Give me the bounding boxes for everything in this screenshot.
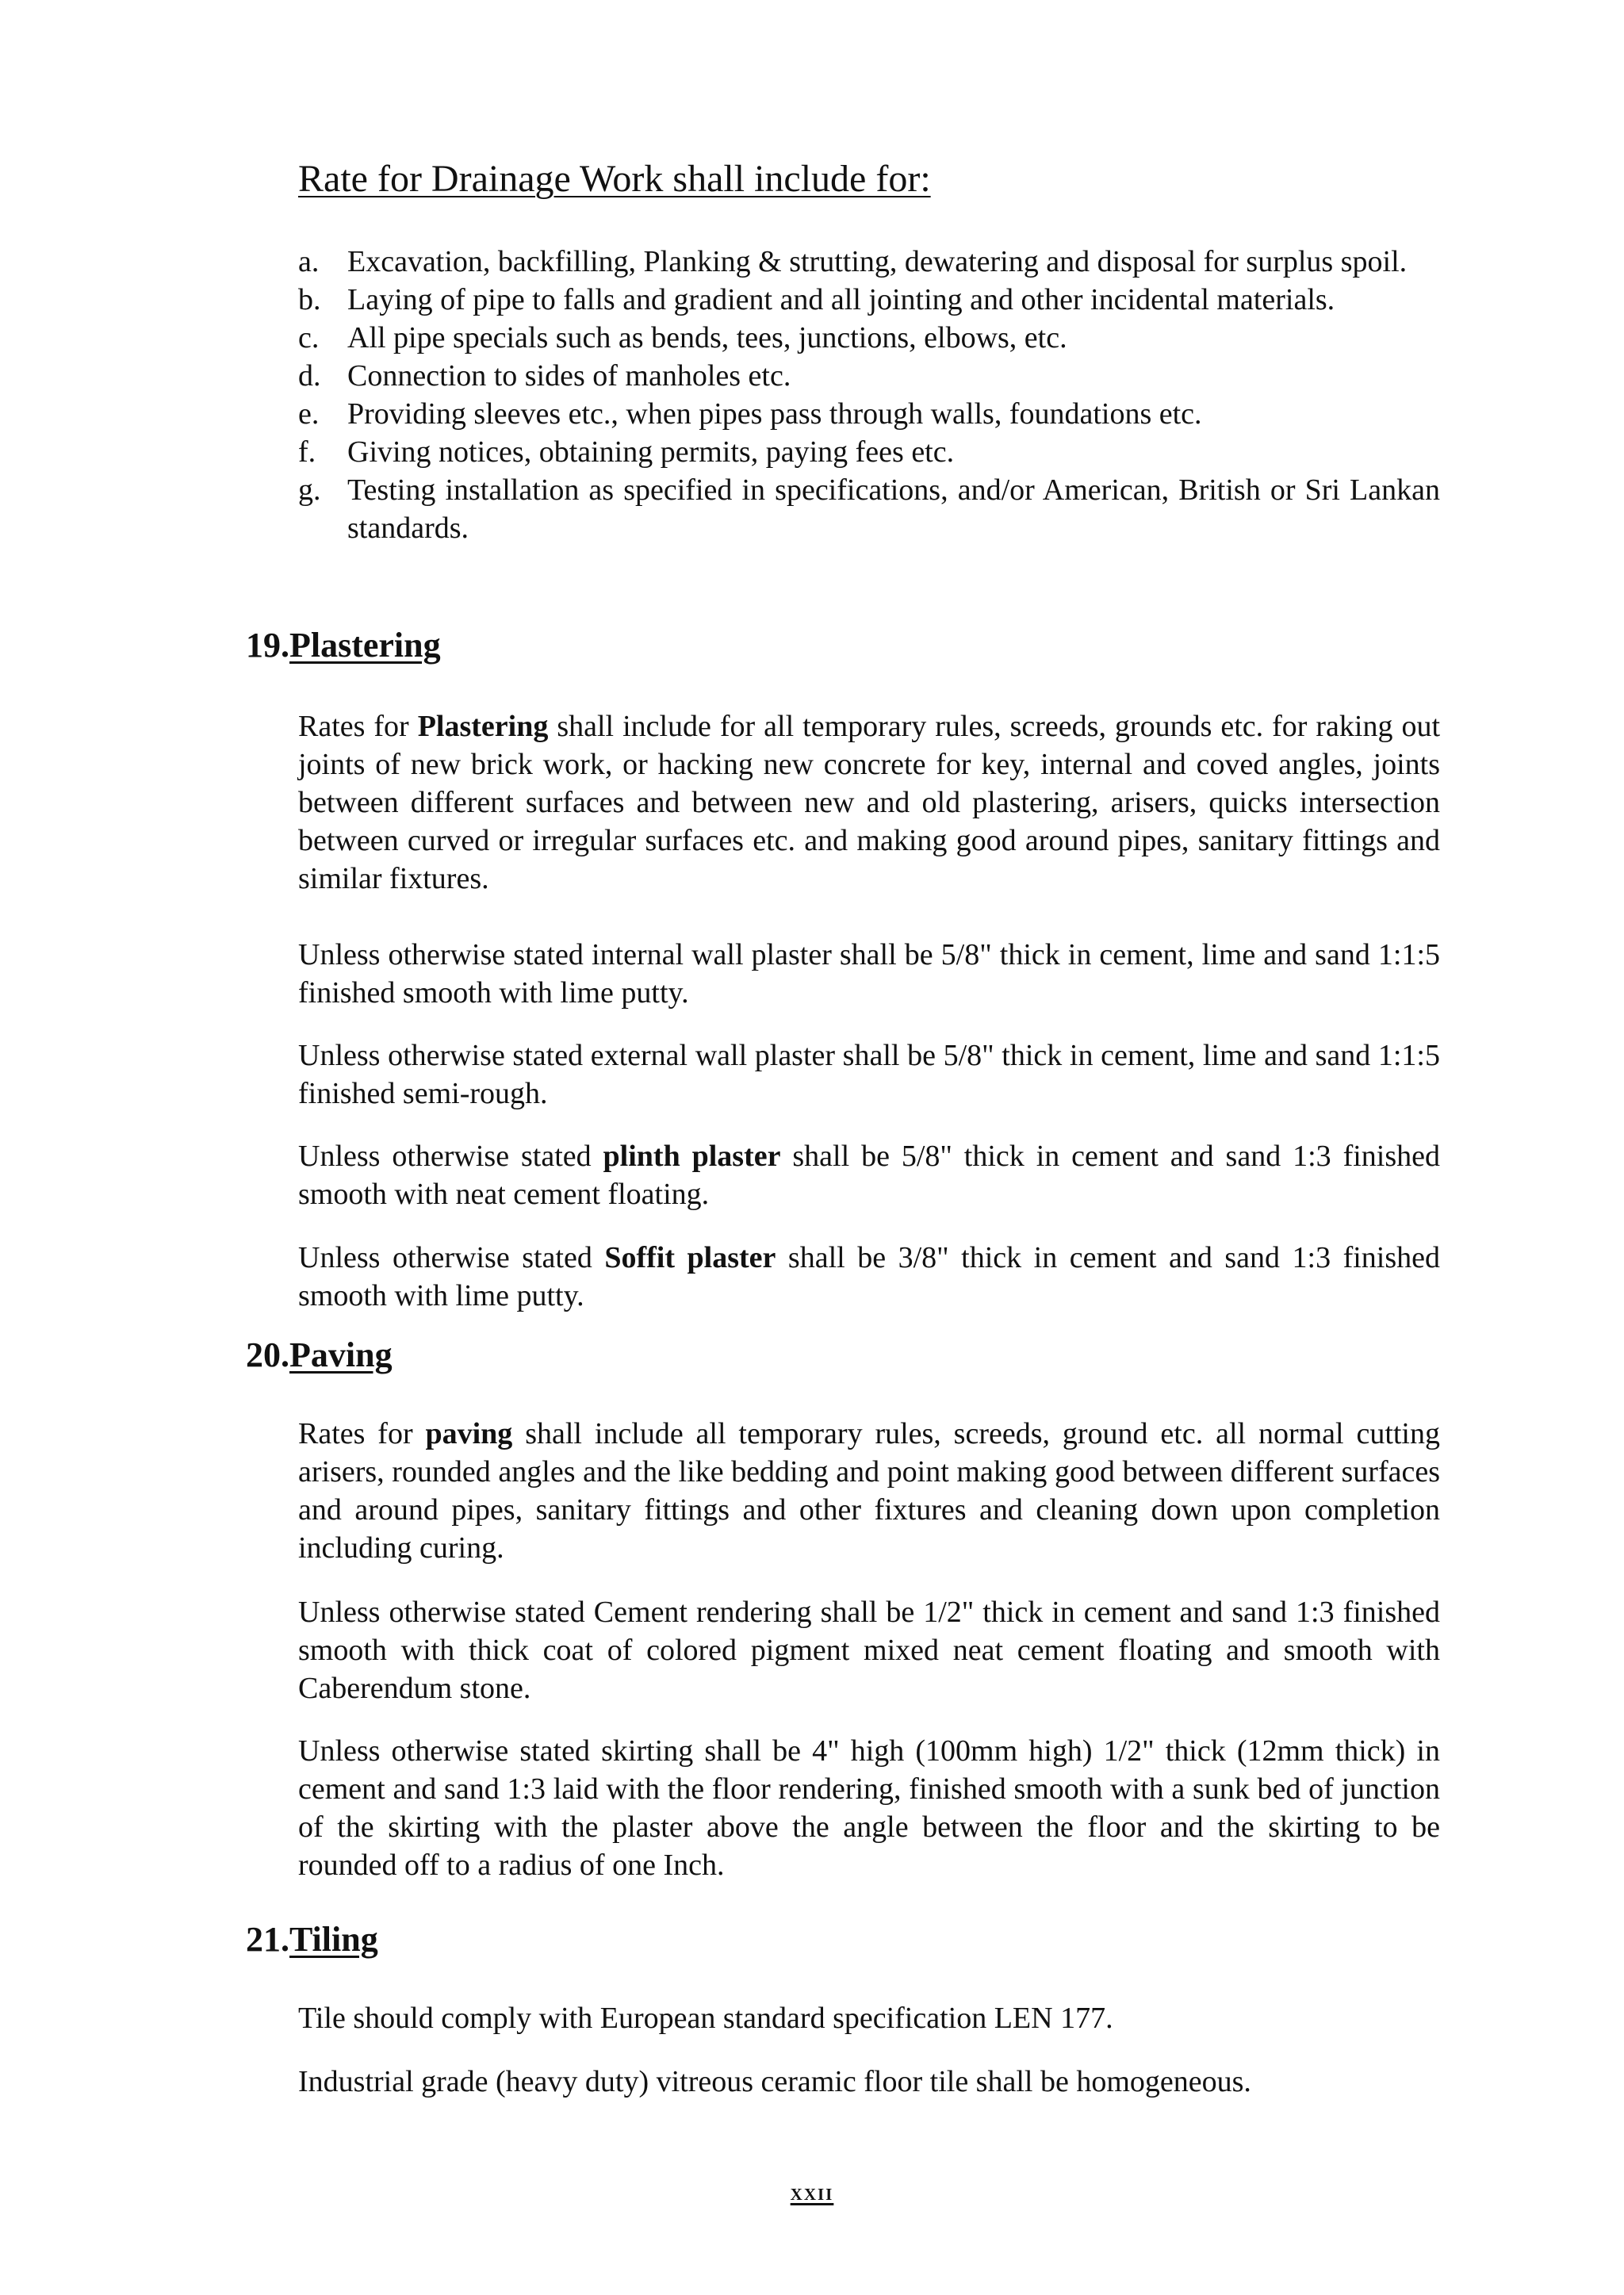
list-text: All pipe specials such as bends, tees, junctions, elbows, etc. [347, 321, 1067, 354]
list-text: Excavation, backfilling, Planking & strutting, dewatering and disposal for surplus spoil. [347, 245, 1408, 278]
list-item [298, 357, 1440, 395]
list-item [298, 395, 1440, 433]
drainage-list [298, 243, 1440, 547]
text-run: shall be 3/8" thick in cement and sand 1:3 finished smooth with lime putty. [298, 1241, 1441, 1312]
list-text: Testing installation as specified in specifications, and/or American, British or Sri Lankan standards. [347, 473, 1440, 545]
section-number: 20. [246, 1335, 289, 1374]
section-name: Plastering [289, 626, 441, 665]
section-title-plastering [246, 625, 441, 665]
list-letter: d. [298, 359, 321, 393]
list-text: Laying of pipe to falls and gradient and all jointing and other incidental materials. [347, 283, 1335, 316]
plastering-paragraph-1 [298, 707, 1440, 898]
text-run: Unless otherwise stated [298, 1140, 603, 1173]
text-run: shall include all temporary rules, screeds, ground etc. all normal cutting arisers, rounded angles and the like bedding and point making good between different surfaces and around pipes, sanitary fittings and other fixtures and cleaning down upon completion including curing. [298, 1417, 1440, 1565]
list-item [298, 281, 1440, 319]
section-name: Paving [289, 1335, 393, 1374]
text-run: Rates for [298, 710, 418, 743]
text-run: Unless otherwise stated [298, 1241, 605, 1274]
list-text: Giving notices, obtaining permits, paying fees etc. [347, 435, 955, 469]
list-letter: a. [298, 245, 320, 278]
tiling-paragraph-1: Tile should comply with European standard specification LEN 177. [298, 2002, 1113, 2035]
bold-term: paving [425, 1417, 513, 1450]
section-number: 19. [246, 626, 289, 665]
section-name: Tiling [289, 1920, 378, 1959]
plastering-paragraph-3: Unless otherwise stated external wall plaster shall be 5/8" thick in cement, lime and sand 1:1:5 finished semi-rough. [298, 1039, 1440, 1110]
list-letter: b. [298, 283, 321, 316]
list-item [298, 433, 1440, 471]
section-title-paving [246, 1335, 393, 1375]
list-letter: e. [298, 397, 320, 431]
section-title-tiling [246, 1919, 378, 1960]
text-run: Rates for [298, 1417, 426, 1450]
paving-paragraph-2: Unless otherwise stated Cement rendering shall be 1/2" thick in cement and sand 1:3 finished smooth with thick coat of colored pigment mixed neat cement floating and smooth with Caberendum stone. [298, 1596, 1440, 1705]
plastering-paragraph-2: Unless otherwise stated internal wall plaster shall be 5/8" thick in cement, lime and sand 1:1:5 finished smooth with lime putty. [298, 938, 1440, 1010]
page-number: xxii [790, 2179, 834, 2205]
list-item [298, 243, 1440, 281]
bold-term: Plastering [417, 710, 549, 743]
plastering-paragraph-5 [298, 1239, 1440, 1315]
list-letter: c. [298, 321, 320, 354]
drainage-heading: Rate for Drainage Work shall include for: [298, 158, 931, 200]
list-text: Providing sleeves etc., when pipes pass through walls, foundations etc. [347, 397, 1202, 431]
section-number: 21. [246, 1920, 289, 1959]
plastering-paragraph-4 [298, 1137, 1440, 1213]
paving-paragraph-3: Unless otherwise stated skirting shall be 4" high (100mm high) 1/2" thick (12mm thick) in cement and sand 1:3 laid with the floor rendering, finished smooth with a sunk bed of junction of the skirting with the plaster above the angle between the floor and the skirting to be rounded off to a radius of one Inch. [298, 1734, 1440, 1882]
bold-term: plinth plaster [603, 1140, 781, 1173]
list-item [298, 319, 1440, 357]
paving-paragraph-1 [298, 1415, 1440, 1567]
list-item [298, 471, 1440, 547]
tiling-paragraph-2: Industrial grade (heavy duty) vitreous ceramic floor tile shall be homogeneous. [298, 2065, 1251, 2098]
text-run: shall be 5/8" thick in cement and sand 1:3 finished smooth with neat cement floating. [298, 1140, 1440, 1211]
bold-term: Soffit plaster [604, 1241, 776, 1274]
list-letter: g. [298, 473, 321, 507]
list-letter: f. [298, 435, 316, 469]
text-run: shall include for all temporary rules, screeds, grounds etc. for raking out joints of new brick work, or hacking new concrete for key, internal and coved angles, joints between different surfaces and between new and old plastering, arisers, quicks intersection between curved or irregular surfaces etc. and making good around pipes, sanitary fittings and similar fixtures. [298, 710, 1441, 895]
list-text: Connection to sides of manholes etc. [347, 359, 791, 393]
